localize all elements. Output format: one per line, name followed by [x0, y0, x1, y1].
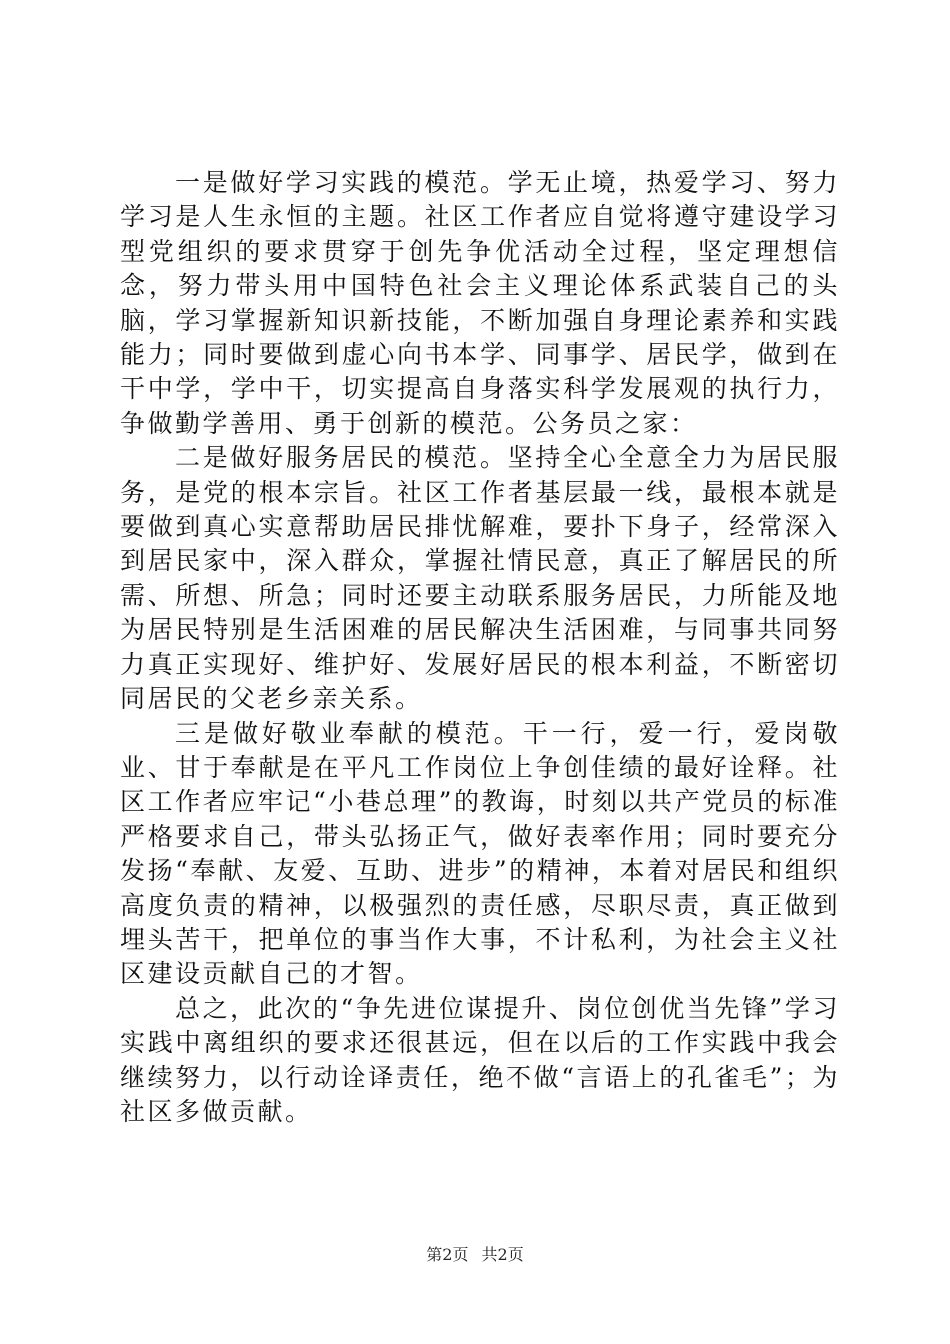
paragraph-serve-residents: 二是做好服务居民的模范。坚持全心全意全力为居民服务，是党的根本宗旨。社区工作者基层最一线，最根本就是要做到真心实意帮助居民排忧解难，要扑下身子，经常深入到居民家中，深入群众，掌握社情民意，真正了解居民的所需、所想、所急；同时还要主动联系服务居民，力所能及地为居民特别是生活困难的居民解决生活困难，与同事共同努力真正实现好、维护好、发展好居民的根本利益，不断密切同居民的父老乡亲关系。: [120, 443, 840, 714]
document-body: [120, 166, 840, 1129]
paragraph-study-practice: 一是做好学习实践的模范。学无止境，热爱学习、努力学习是人生永恒的主题。社区工作者应自觉将遵守建设学习型党组织的要求贯穿于创先争优活动全过程，坚定理想信念，努力带头用中国特色社会主义理论体系武装自己的头脑，学习掌握新知识新技能，不断加强自身理论素养和实践能力；同时要做到虚心向书本学、同事学、居民学，做到在干中学，学中干，切实提高自身落实科学发展观的执行力，争做勤学善用、勇于创新的模范。公务员之家：: [120, 168, 840, 438]
paragraph-dedication: 三是做好敬业奉献的模范。干一行，爱一行，爱岗敬业、甘于奉献是在平凡工作岗位上争创佳绩的最好诠释。社区工作者应牢记“小巷总理”的教诲，时刻以共产党员的标准严格要求自己，带头弘扬正气，做好表率作用；同时要充分发扬“奉献、友爱、互助、进步”的精神，本着对居民和组织高度负责的精神，以极强烈的责任感，尽职尽责，真正做到埋头苦干，把单位的事当作大事，不计私利，为社会主义社区建设贡献自己的才智。: [120, 718, 840, 989]
page-total: 共2页: [481, 1245, 524, 1264]
paragraph-conclusion: 总之，此次的“争先进位谋提升、岗位创优当先锋”学习实践中离组织的要求还很甚远，但在以后的工作实践中我会继续努力，以行动诠译责任，绝不做“言语上的孔雀毛”；为社区多做贡献。: [120, 993, 840, 1126]
page-number: 第2页: [426, 1245, 469, 1264]
page-footer: [0, 1245, 950, 1265]
